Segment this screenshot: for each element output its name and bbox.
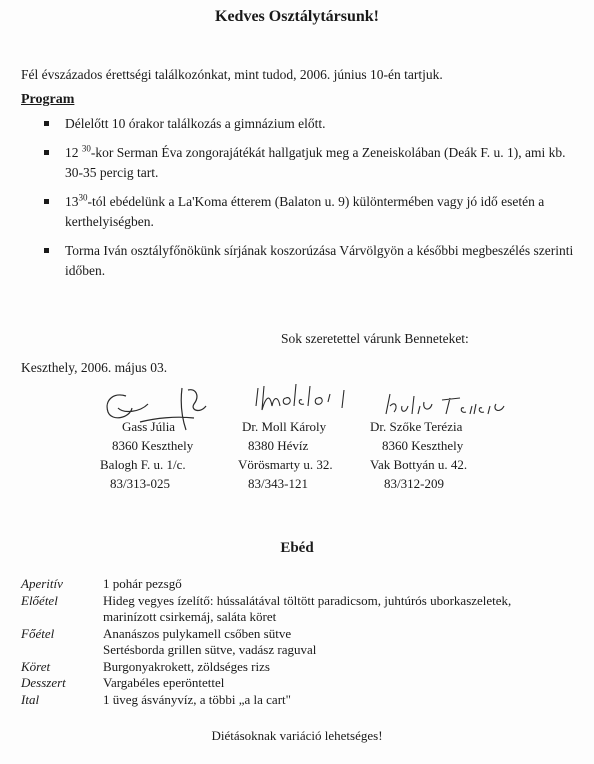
program-item-text: Délelőtt 10 órakor találkozás a gimnázium előtt. [65,116,326,131]
program-list [44,114,584,290]
signatory-phone: 83/343-121 [248,476,308,491]
date-line: Keszthely, 2006. május 03. [21,360,168,375]
program-item-time-minutes: 30 [78,192,88,203]
program-item-text: -tól ebédelünk a La'Koma étterem (Balaton u. 9) különtermében vagy jó idő esetén a kerthelyiségben. [65,194,545,229]
menu-course: Köret [21,658,51,674]
signatory-city: 8360 Keszthely [382,438,464,453]
signatory-street: Vak Bottyán u. 42. [370,457,468,472]
program-item-time-minutes: 30 [81,143,91,154]
menu-dish: Vargabéles eperöntettel [103,675,225,690]
menu-dish: Hideg vegyes ízelítő: hússalátával töltött paradicsom, juhtúrós uborkaszeletek, marinízott csirkemáj, saláta köret [103,592,512,624]
menu-dish: 1 pohár pezsgő [103,576,182,591]
program-heading: Program [21,92,75,107]
menu-row [21,626,581,659]
menu-course: Ital [21,691,40,707]
program-item [44,114,585,134]
bullet-icon [44,121,49,126]
lunch-title: Ebéd [280,540,314,556]
signatory-city: 8360 Keszthely [112,438,194,453]
signatory-phone: 83/312-209 [384,476,444,491]
program-item-text: -kor Serman Éva zongorajátékát hallgatjuk meg a Zeneiskolában (Deák F. u. 1), ami kb. 30-35 percig tart. [65,145,566,180]
menu-row [21,576,581,593]
program-item-text: Torma Iván osztályfőnökünk sírjának koszorúzása Várvölgyön a későbbi megbeszélés szerinti időben. [65,243,574,278]
diet-note: Diétásoknak variáció lehetséges! [211,728,383,743]
signatory-street: Vörösmarty u. 32. [238,457,333,472]
signatory-name: Dr. Moll Károly [242,419,327,434]
program-item [44,192,565,232]
signature-moll-karoly [248,376,368,420]
menu-dish: 1 üveg ásványvíz, a többi „a la cart" [103,691,291,707]
menu-dish: Burgonyakrokett, zöldséges rizs [103,658,270,674]
menu-row [21,675,581,692]
signatory-name: Dr. Szőke Terézia [370,419,463,434]
menu-course: Előétel [21,592,58,608]
menu-course: Desszert [21,675,66,690]
greeting-text: Sok szeretettel várunk Benneteket: [281,331,469,346]
page-title: Kedves Osztálytársunk! [215,8,379,25]
bullet-icon [44,248,49,253]
menu-course: Aperitív [21,576,63,591]
bullet-icon [44,150,49,155]
signatory-street: Balogh F. u. 1/c. [100,457,186,472]
program-item [44,143,580,183]
signatory-szoke-terezia [370,417,467,493]
menu-row [21,659,581,676]
intro-text: Fél évszázados érettségi találkozónkat, mint tudod, 2006. június 10-én tartjuk. [21,67,443,82]
program-item-time: 12 [65,145,82,160]
lunch-menu [21,576,581,708]
signatory-phone: 83/313-025 [110,476,170,491]
signatory-gass-julia [100,417,193,493]
menu-row [21,692,581,709]
menu-dish: Ananászos pulykamell csőben sütve Sertésborda grillen sütve, vadász raguval [103,625,317,657]
signatory-moll-karoly [238,417,333,493]
bullet-icon [44,199,49,204]
signatory-name: Gass Júlia [122,419,176,434]
menu-row [21,593,581,626]
menu-course: Főétel [21,625,55,641]
program-item-time: 13 [65,194,79,209]
signatory-city: 8380 Hévíz [248,438,309,453]
program-item [44,241,580,281]
